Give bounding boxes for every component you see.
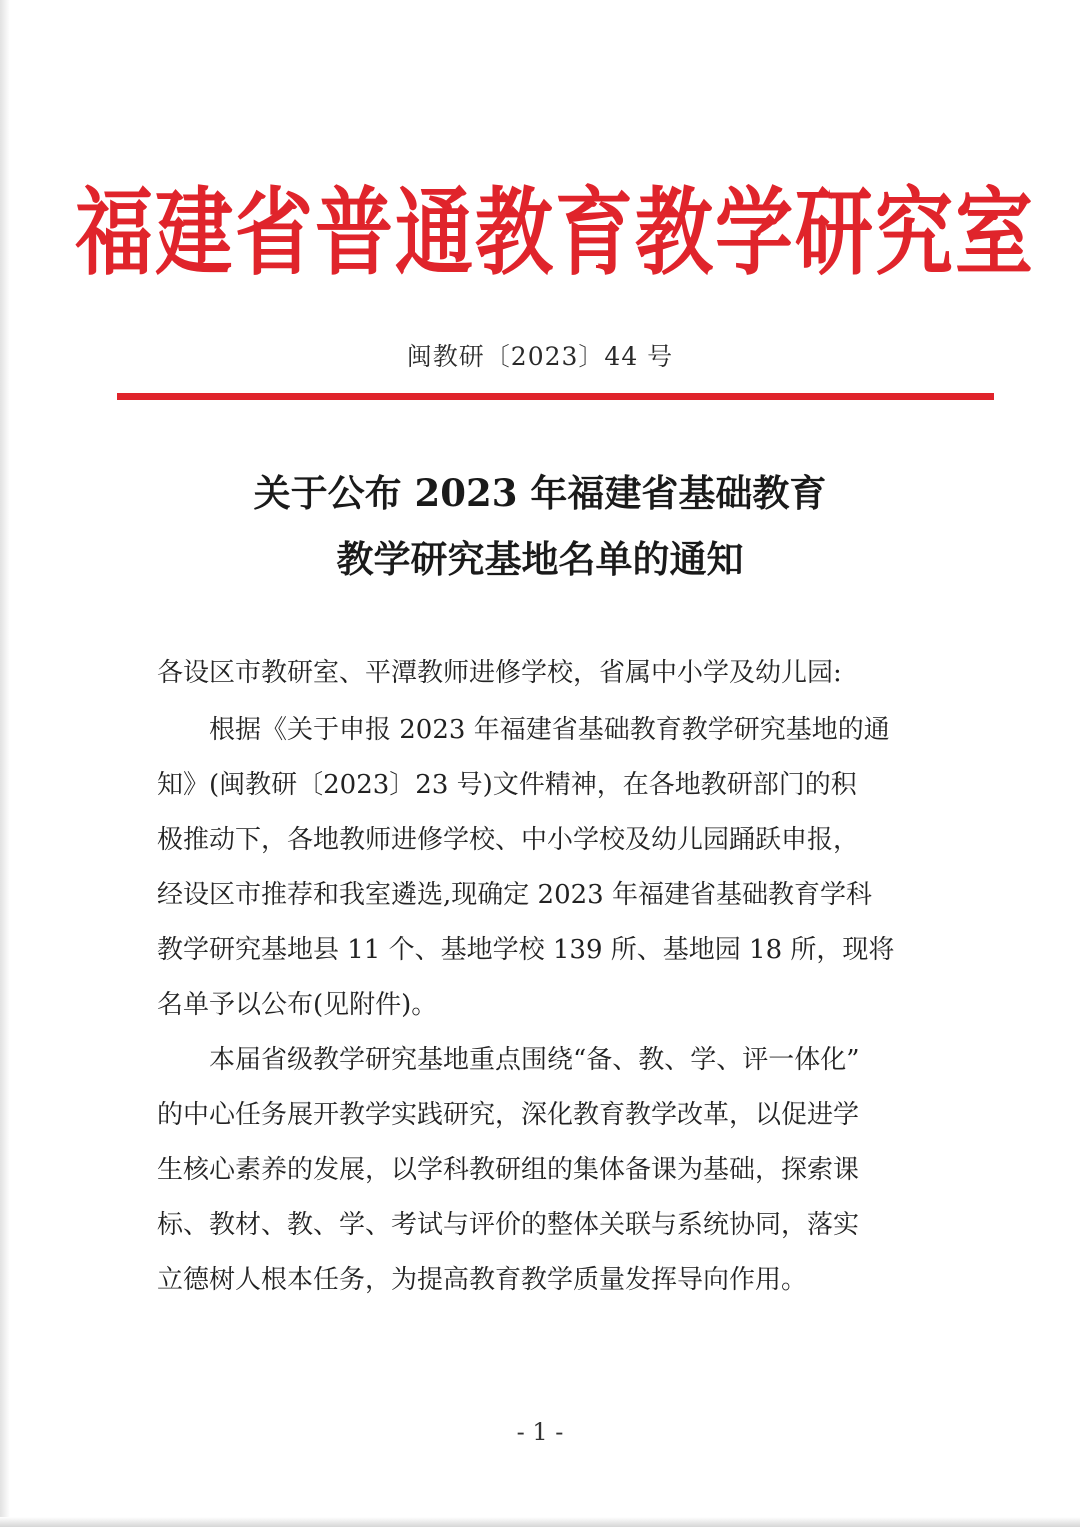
scan-bottom-edge [0, 1517, 1080, 1527]
paragraph-2-line-1: 本届省级教学研究基地重点围绕“备、教、学、评一体化” [157, 1045, 860, 1075]
paragraph-1-line-2: 知》(闽教研〔2023〕23 号)文件精神，在各地教研部门的积 [157, 770, 857, 800]
document-number: 闽教研〔2023〕44 号 [406, 342, 674, 371]
salutation: 各设区市教研室、平潭教师进修学校，省属中小学及幼儿园: [157, 658, 842, 688]
paragraph-1-line-5: 教学研究基地县 11 个、基地学校 139 所、基地园 18 所，现将 [157, 935, 895, 965]
document-title-line-1: 关于公布 2023 年福建省基础教育 [253, 471, 827, 515]
paragraph-1-line-6: 名单予以公布(见附件)。 [157, 990, 438, 1020]
paragraph-2-line-3: 生核心素养的发展，以学科教研组的集体备课为基础，探索课 [157, 1155, 860, 1185]
red-divider-line [117, 393, 994, 400]
paragraph-1-line-3: 极推动下，各地教师进修学校、中小学校及幼儿园踊跃申报， [157, 825, 860, 855]
paragraph-1-line-1: 根据《关于申报 2023 年福建省基础教育教学研究基地的通 [157, 715, 890, 745]
paragraph-2-line-2: 的中心任务展开教学实践研究，深化教育教学改革，以促进学 [157, 1100, 860, 1130]
document-title-line-2: 教学研究基地名单的通知 [336, 537, 744, 581]
scan-left-edge [0, 0, 10, 1527]
paragraph-1-line-4: 经设区市推荐和我室遴选,现确定 2023 年福建省基础教育学科 [157, 880, 872, 910]
paragraph-2-line-5: 立德树人根本任务，为提高教育教学质量发挥导向作用。 [157, 1265, 808, 1295]
paragraph-2-line-4: 标、教材、教、学、考试与评价的整体关联与系统协同，落实 [157, 1210, 860, 1240]
masthead-organization: 福建省普通教育教学研究室 [75, 177, 1036, 289]
page-number: - 1 - [516, 1418, 564, 1446]
